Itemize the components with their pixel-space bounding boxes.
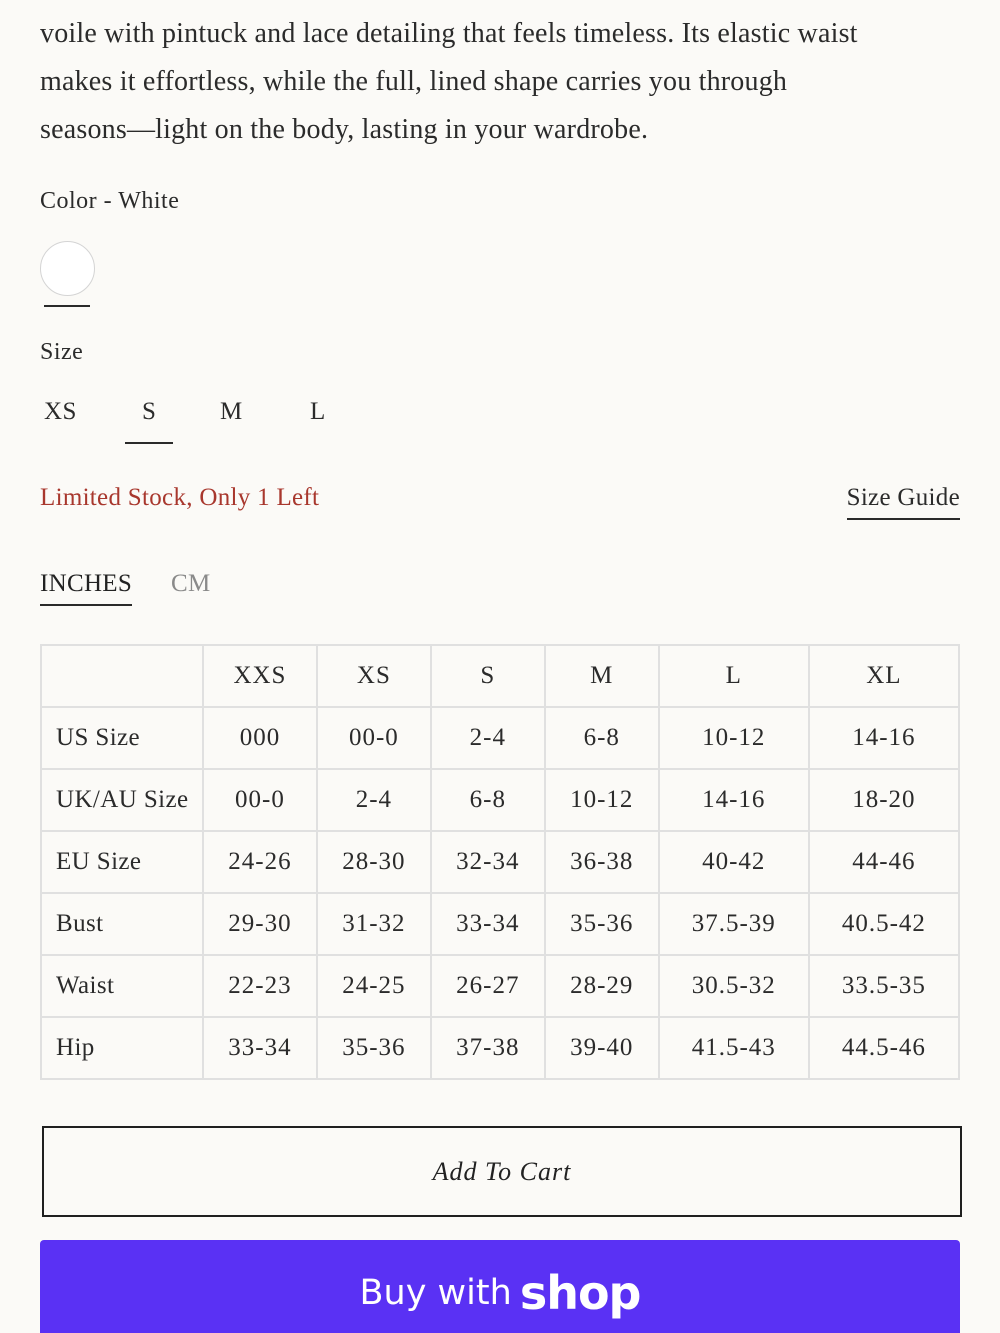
table-header-cell: XL xyxy=(809,645,959,707)
tab-inches[interactable]: INCHES xyxy=(40,570,132,606)
table-row xyxy=(41,893,959,955)
table-cell: 2-4 xyxy=(317,769,431,831)
table-header-cell: L xyxy=(659,645,809,707)
table-cell: 31-32 xyxy=(317,893,431,955)
table-cell: 22-23 xyxy=(203,955,317,1017)
table-cell: 39-40 xyxy=(545,1017,659,1079)
table-cell: 36-38 xyxy=(545,831,659,893)
description-line: seasons—light on the body, lasting in your wardrobe. xyxy=(40,114,649,145)
table-cell: 18-20 xyxy=(809,769,959,831)
table-cell: 35-36 xyxy=(545,893,659,955)
table-cell: 28-30 xyxy=(317,831,431,893)
table-cell: 6-8 xyxy=(431,769,545,831)
stock-message: Limited Stock, Only 1 Left xyxy=(40,484,320,511)
table-header-cell: XS xyxy=(317,645,431,707)
table-cell: 10-12 xyxy=(545,769,659,831)
table-row xyxy=(41,831,959,893)
table-cell: 40.5-42 xyxy=(809,893,959,955)
table-row-label: Bust xyxy=(41,893,203,955)
table-cell: 00-0 xyxy=(317,707,431,769)
table-cell: 000 xyxy=(203,707,317,769)
size-option-m[interactable]: M xyxy=(220,398,243,425)
description-line: makes it effortless, while the full, lined shape carries you through xyxy=(40,66,788,97)
table-row-label: Waist xyxy=(41,955,203,1017)
table-row xyxy=(41,707,959,769)
table-row xyxy=(41,955,959,1017)
table-cell: 14-16 xyxy=(809,707,959,769)
table-cell: 32-34 xyxy=(431,831,545,893)
color-label: Color - White xyxy=(40,188,180,214)
table-row xyxy=(41,1017,959,1079)
table-cell: 26-27 xyxy=(431,955,545,1017)
table-row-label: US Size xyxy=(41,707,203,769)
table-cell: 44.5-46 xyxy=(809,1017,959,1079)
table-row-label: Hip xyxy=(41,1017,203,1079)
size-guide-link[interactable]: Size Guide xyxy=(847,484,960,520)
table-cell: 33-34 xyxy=(431,893,545,955)
size-option-l[interactable]: L xyxy=(310,398,326,425)
buy-with-shop-button[interactable] xyxy=(40,1240,960,1333)
color-swatch-white[interactable] xyxy=(40,241,95,296)
size-chart-table xyxy=(40,644,960,1080)
table-header-row xyxy=(41,645,959,707)
tab-cm[interactable]: CM xyxy=(171,570,211,597)
table-cell: 14-16 xyxy=(659,769,809,831)
table-cell: 41.5-43 xyxy=(659,1017,809,1079)
table-row-label: EU Size xyxy=(41,831,203,893)
add-to-cart-button[interactable]: Add To Cart xyxy=(42,1126,962,1217)
table-cell: 2-4 xyxy=(431,707,545,769)
size-label: Size xyxy=(40,339,84,365)
size-option-s[interactable]: S xyxy=(142,398,157,425)
table-cell: 44-46 xyxy=(809,831,959,893)
table-cell: 37-38 xyxy=(431,1017,545,1079)
table-row-label: UK/AU Size xyxy=(41,769,203,831)
table-cell: 24-26 xyxy=(203,831,317,893)
table-cell: 6-8 xyxy=(545,707,659,769)
table-cell: 00-0 xyxy=(203,769,317,831)
swatch-selected-indicator xyxy=(44,305,90,307)
table-cell: 37.5-39 xyxy=(659,893,809,955)
table-cell: 28-29 xyxy=(545,955,659,1017)
table-cell: 29-30 xyxy=(203,893,317,955)
table-header-cell: M xyxy=(545,645,659,707)
table-cell: 24-25 xyxy=(317,955,431,1017)
table-cell: 10-12 xyxy=(659,707,809,769)
table-row xyxy=(41,769,959,831)
shop-logo-icon: shop xyxy=(519,1266,641,1320)
table-cell: 33.5-35 xyxy=(809,955,959,1017)
table-cell: 40-42 xyxy=(659,831,809,893)
table-header-cell: XXS xyxy=(203,645,317,707)
size-option-xs[interactable]: XS xyxy=(44,398,77,425)
description-line: voile with pintuck and lace detailing that feels timeless. Its elastic waist xyxy=(40,18,858,49)
table-cell: 33-34 xyxy=(203,1017,317,1079)
table-header-cell xyxy=(41,645,203,707)
table-cell: 35-36 xyxy=(317,1017,431,1079)
buy-with-label: Buy with xyxy=(359,1273,512,1313)
table-header-cell: S xyxy=(431,645,545,707)
product-description xyxy=(40,10,970,154)
table-cell: 30.5-32 xyxy=(659,955,809,1017)
